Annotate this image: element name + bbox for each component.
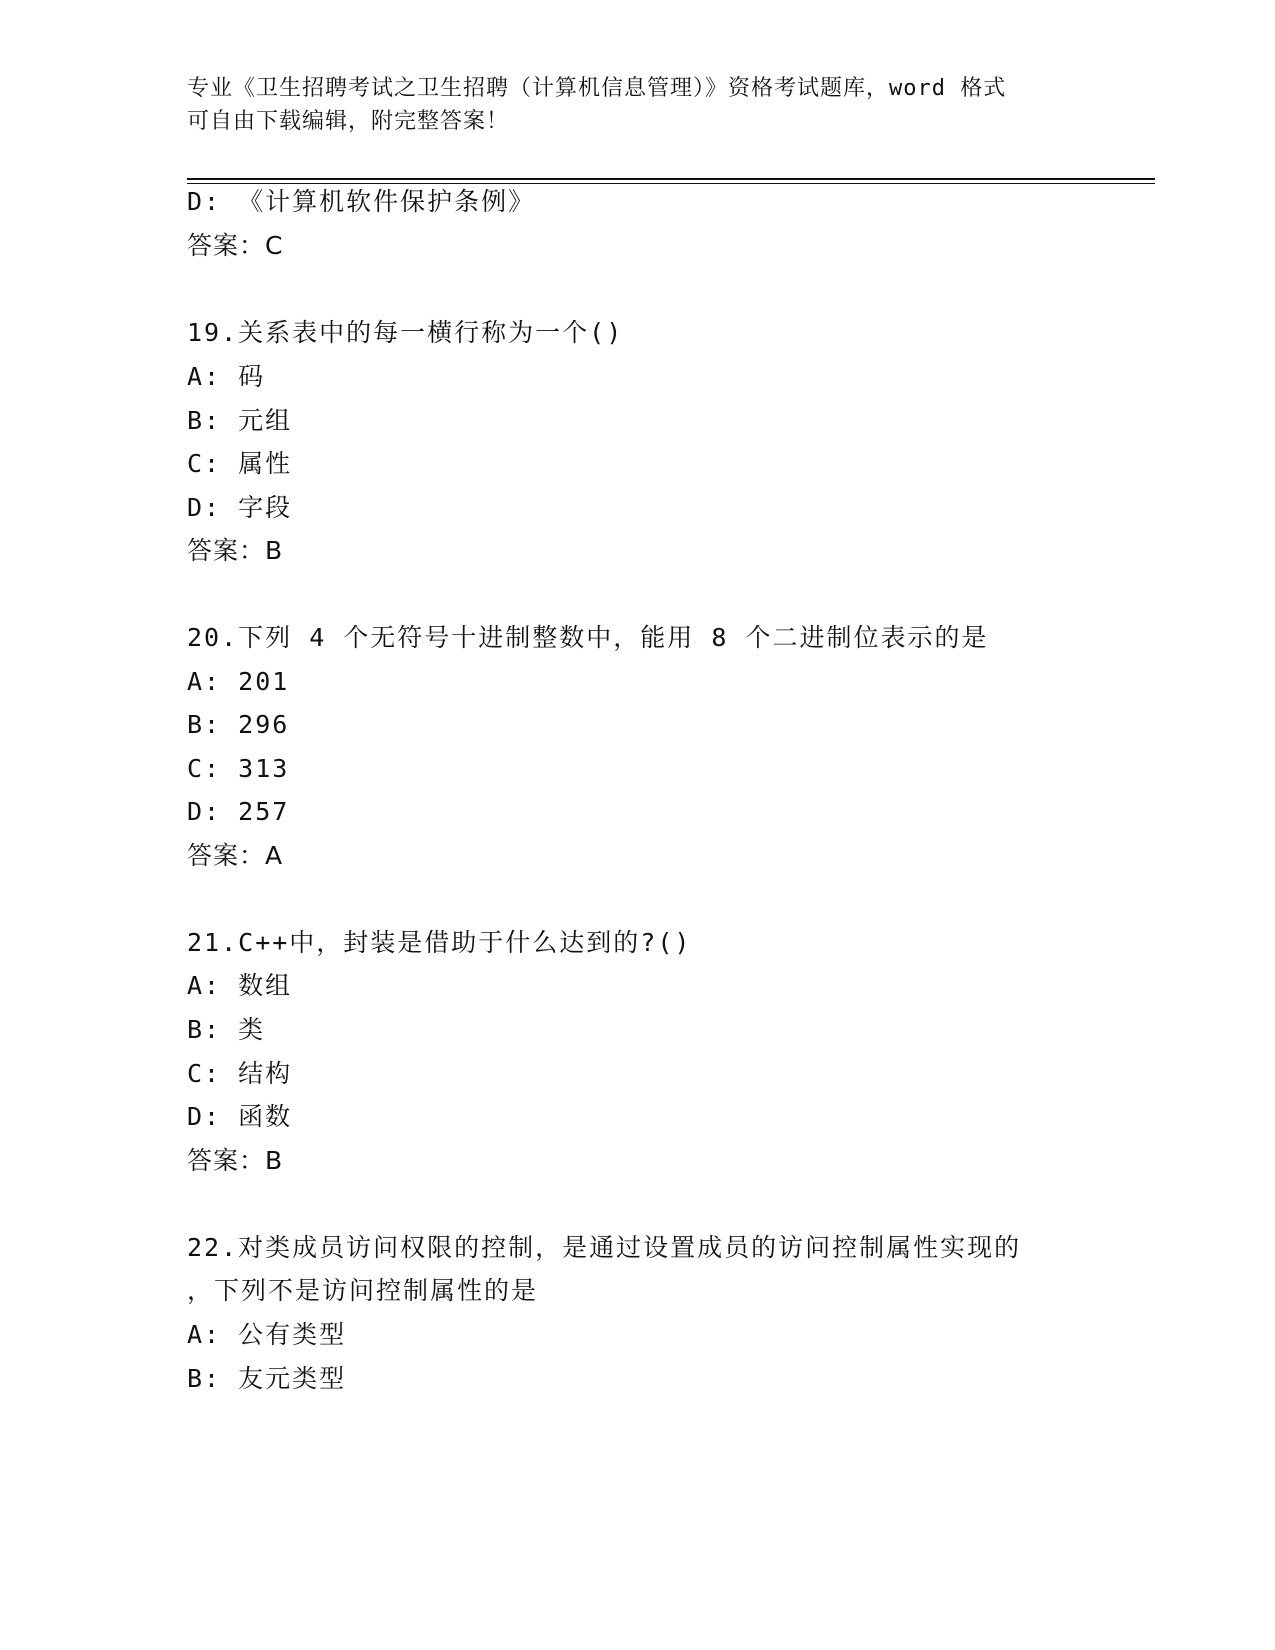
question-19-option-b: B: 元组 <box>187 406 293 435</box>
question-20-answer: 答案：A <box>187 841 284 870</box>
header-divider-thin <box>187 183 1155 184</box>
carryover-answer: 答案：C <box>187 231 284 260</box>
question-19-option-c: C: 属性 <box>187 449 293 478</box>
header-divider-thick <box>187 178 1155 180</box>
question-19-stem: 19.关系表中的每一横行称为一个() <box>187 318 624 347</box>
question-21-option-a: A: 数组 <box>187 971 293 1000</box>
question-19-option-d: D: 字段 <box>187 493 293 522</box>
question-20-stem: 20.下列 4 个无符号十进制整数中，能用 8 个二进制位表示的是 <box>187 623 989 652</box>
question-20-option-c: C: 313 <box>187 754 290 783</box>
question-22-stem-line-1: 22.对类成员访问权限的控制，是通过设置成员的访问控制属性实现的 <box>187 1233 1022 1262</box>
header-line-2: 可自由下载编辑，附完整答案！ <box>187 109 510 134</box>
question-20-option-d: D: 257 <box>187 797 290 826</box>
question-22-option-a: A: 公有类型 <box>187 1320 347 1349</box>
question-19-option-a: A: 码 <box>187 362 266 391</box>
question-20-option-b: B: 296 <box>187 710 290 739</box>
question-20-option-a: A: 201 <box>187 667 290 696</box>
question-21-option-b: B: 类 <box>187 1015 266 1044</box>
document-header <box>187 72 1087 138</box>
header-line-1: 专业《卫生招聘考试之卫生招聘（计算机信息管理）》资格考试题库，word 格式 <box>187 76 1007 101</box>
carryover-option-d: D: 《计算机软件保护条例》 <box>187 187 536 216</box>
question-22-stem-line-2: ，下列不是访问控制属性的是 <box>187 1276 539 1305</box>
question-21-option-d: D: 函数 <box>187 1102 293 1131</box>
question-19-answer: 答案：B <box>187 536 284 565</box>
question-22-option-b: B: 友元类型 <box>187 1364 347 1393</box>
question-21-answer: 答案：B <box>187 1146 284 1175</box>
question-21-option-c: C: 结构 <box>187 1059 293 1088</box>
question-21-stem: 21.C++中，封装是借助于什么达到的?() <box>187 928 692 957</box>
